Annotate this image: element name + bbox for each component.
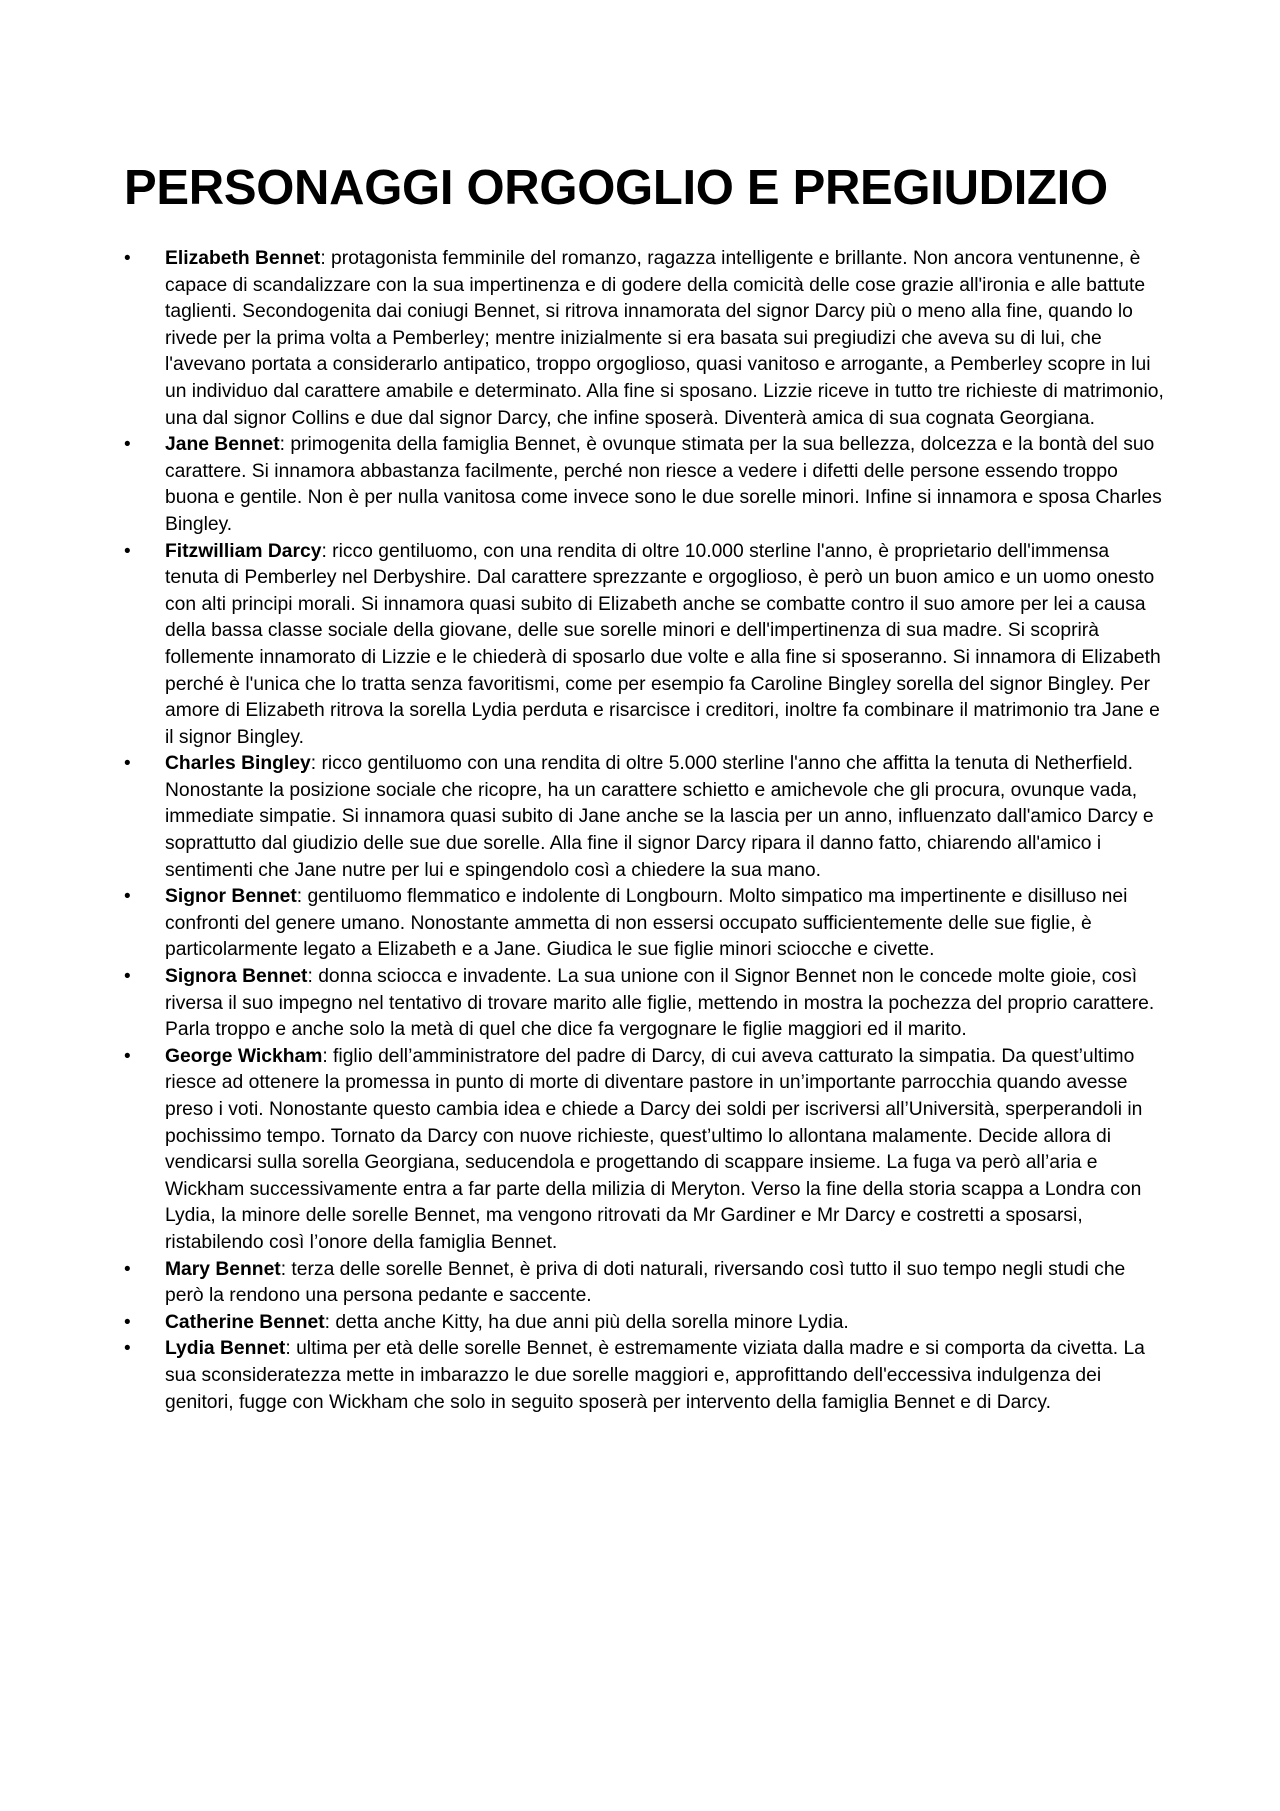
character-description: : gentiluomo flemmatico e indolente di Longbourn. Molto simpatico ma impertinente e disilluso nei confronti del genere umano. Nonostante ammetta di non essersi occupato sufficientemente delle sue figlie, è particolarmente legato a Elizabeth e a Jane. Giudica le sue figlie minori sciocche e civette. [165,886,1128,961]
character-description: : donna sciocca e invadente. La sua unione con il Signor Bennet non le concede molte gioie, così riversa il suo impegno nel tentativo di trovare marito alle figlie, mettendo in mostra la pochezza del proprio carattere. Parla troppo e anche solo la metà di quel che dice fa vergognare le figlie maggiori ed il marito. [165,966,1155,1041]
bullet-icon: • [124,540,131,562]
bullet-icon: • [124,1311,131,1333]
list-item-catherine-bennet [124,1310,1164,1337]
bullet-icon: • [124,1338,131,1360]
bullet-icon: • [124,434,131,456]
character-description: : ricco gentiluomo, con una rendita di oltre 10.000 sterline l'anno, è proprietario dell'immensa tenuta di Pemberley nel Derbyshire. Dal carattere sprezzante e orgoglioso, è però un buon amico e un uomo onesto con alti principi morali. Si innamora quasi subito di Elizabeth anche se combatte contro il suo amore per lei a causa della bassa classe sociale della giovane, delle sue sorelle minori e dell'impertinenza di sua madre. Si scoprirà follemente innamorato di Lizzie e le chiederà di sposarlo due volte e alla fine si sposeranno. Si innamora di Elizabeth perché è l'unica che lo tratta senza favoritismi, come per esempio fa Caroline Bingley sorella del signor Bingley. Per amore di Elizabeth ritrova la sorella Lydia perduta e risarcisce i creditori, inoltre fa combinare il matrimonio tra Jane e il signor Bingley. [165,540,1161,748]
bullet-icon: • [124,1258,131,1280]
character-name: Catherine Bennet [165,1311,325,1333]
character-name: Fitzwilliam Darcy [165,540,322,562]
character-name: Lydia Bennet [165,1338,286,1360]
character-description: : detta anche Kitty, ha due anni più della sorella minore Lydia. [324,1311,849,1333]
character-list [124,246,1164,1416]
character-description: : protagonista femminile del romanzo, ragazza intelligente e brillante. Non ancora ventunenne, è capace di scandalizzare con la sua impertinenza e di godere della comicità delle cose grazie all'ironia e alle battute taglienti. Secondogenita dai coniugi Bennet, si ritrova innamorata del signor Darcy più o meno alla fine, quando lo rivede per la prima volta a Pemberley; mentre inizialmente si era basata sui pregiudizi che aveva su di lui, che l'avevano portata a considerarlo antipatico, troppo orgoglioso, quasi vanitoso e arrogante, a Pemberley scopre in lui un individuo dal carattere amabile e determinato. Alla fine si sposano. Lizzie riceve in tutto tre richieste di matrimonio, una dal signor Collins e due dal signor Darcy, che infine sposerà. Diventerà amica di sua cognata Georgiana. [165,248,1164,429]
bullet-icon: • [124,886,131,908]
bullet-icon: • [124,248,131,269]
character-name: Jane Bennet [165,434,280,456]
character-name: George Wickham [165,1045,323,1067]
character-description: : primogenita della famiglia Bennet, è ovunque stimata per la sua bellezza, dolcezza e la bontà del suo carattere. Si innamora abbastanza facilmente, perché non riesce a vedere i difetti delle persone essendo troppo buona e gentile. Non è per nulla vanitosa come invece sono le due sorelle minori. Infine si innamora e sposa Charles Bingley. [165,434,1162,535]
character-name: Charles Bingley [165,753,311,775]
list-item-charles-bingley [124,751,1164,884]
list-item-mary-bennet [124,1257,1164,1310]
bullet-icon: • [124,753,131,775]
list-item-lydia-bennet [124,1336,1164,1416]
page-title: PERSONAGGI ORGOGLIO E PREGIUDIZIO [124,161,1108,215]
character-description: : figlio dell’amministratore del padre di Darcy, di cui aveva catturato la simpatia. Da quest’ultimo riesce ad ottenere la promessa in punto di morte di diventare pastore in un’importante parrocchia quando avesse preso i voti. Nonostante questo cambia idea e chiede a Darcy dei soldi per iscriversi all’Università, sperperandoli in pochissimo tempo. Tornato da Darcy con nuove richieste, quest’ultimo lo allontana malamente. Decide allora di vendicarsi sulla sorella Georgiana, seducendola e progettando di scappare insieme. La fuga va però all’aria e Wickham successivamente entra a far parte della milizia di Meryton. Verso la fine della storia scappa a Londra con Lydia, la minore delle sorelle Bennet, ma vengono ritrovati da Mr Gardiner e Mr Darcy e costretti a sposarsi, ristabilendo così l’onore della famiglia Bennet. [165,1045,1143,1253]
list-item-george-wickham [124,1044,1164,1257]
character-name: Elizabeth Bennet [165,248,321,269]
character-description: : ultima per età delle sorelle Bennet, è estremamente viziata dalla madre e si comporta da civetta. La sua sconsideratezza mette in imbarazzo le due sorelle maggiori e, approfittando dell'eccessiva indulgenza dei genitori, fugge con Wickham che solo in seguito sposerà per intervento della famiglia Bennet e di Darcy. [165,1338,1145,1413]
list-item-jane-bennet [124,432,1164,538]
character-name: Mary Bennet [165,1258,281,1280]
character-description: : ricco gentiluomo con una rendita di oltre 5.000 sterline l'anno che affitta la tenuta di Netherfield. Nonostante la posizione sociale che ricopre, ha un carattere schietto e amichevole che gli procura, ovunque vada, immediate simpatie. Si innamora quasi subito di Jane anche se la lascia per un anno, influenzato dall'amico Darcy e soprattutto dal giudizio delle sue due sorelle. Alla fine il signor Darcy ripara il danno fatto, chiarendo all'amico i sentimenti che Jane nutre per lui e spingendolo così a chiedere la sua mano. [165,753,1154,881]
bullet-icon: • [124,966,131,988]
list-item-signora-bennet [124,964,1164,1044]
bullet-icon: • [124,1045,131,1067]
character-description: : terza delle sorelle Bennet, è priva di doti naturali, riversando così tutto il suo tempo negli studi che però la rendono una persona pedante e saccente. [165,1258,1126,1307]
document-page [124,158,1164,1416]
list-item-elizabeth-bennet [124,246,1164,432]
character-name: Signor Bennet [165,886,297,908]
list-item-fitzwilliam-darcy [124,539,1164,752]
list-item-signor-bennet [124,884,1164,964]
character-name: Signora Bennet [165,966,308,988]
